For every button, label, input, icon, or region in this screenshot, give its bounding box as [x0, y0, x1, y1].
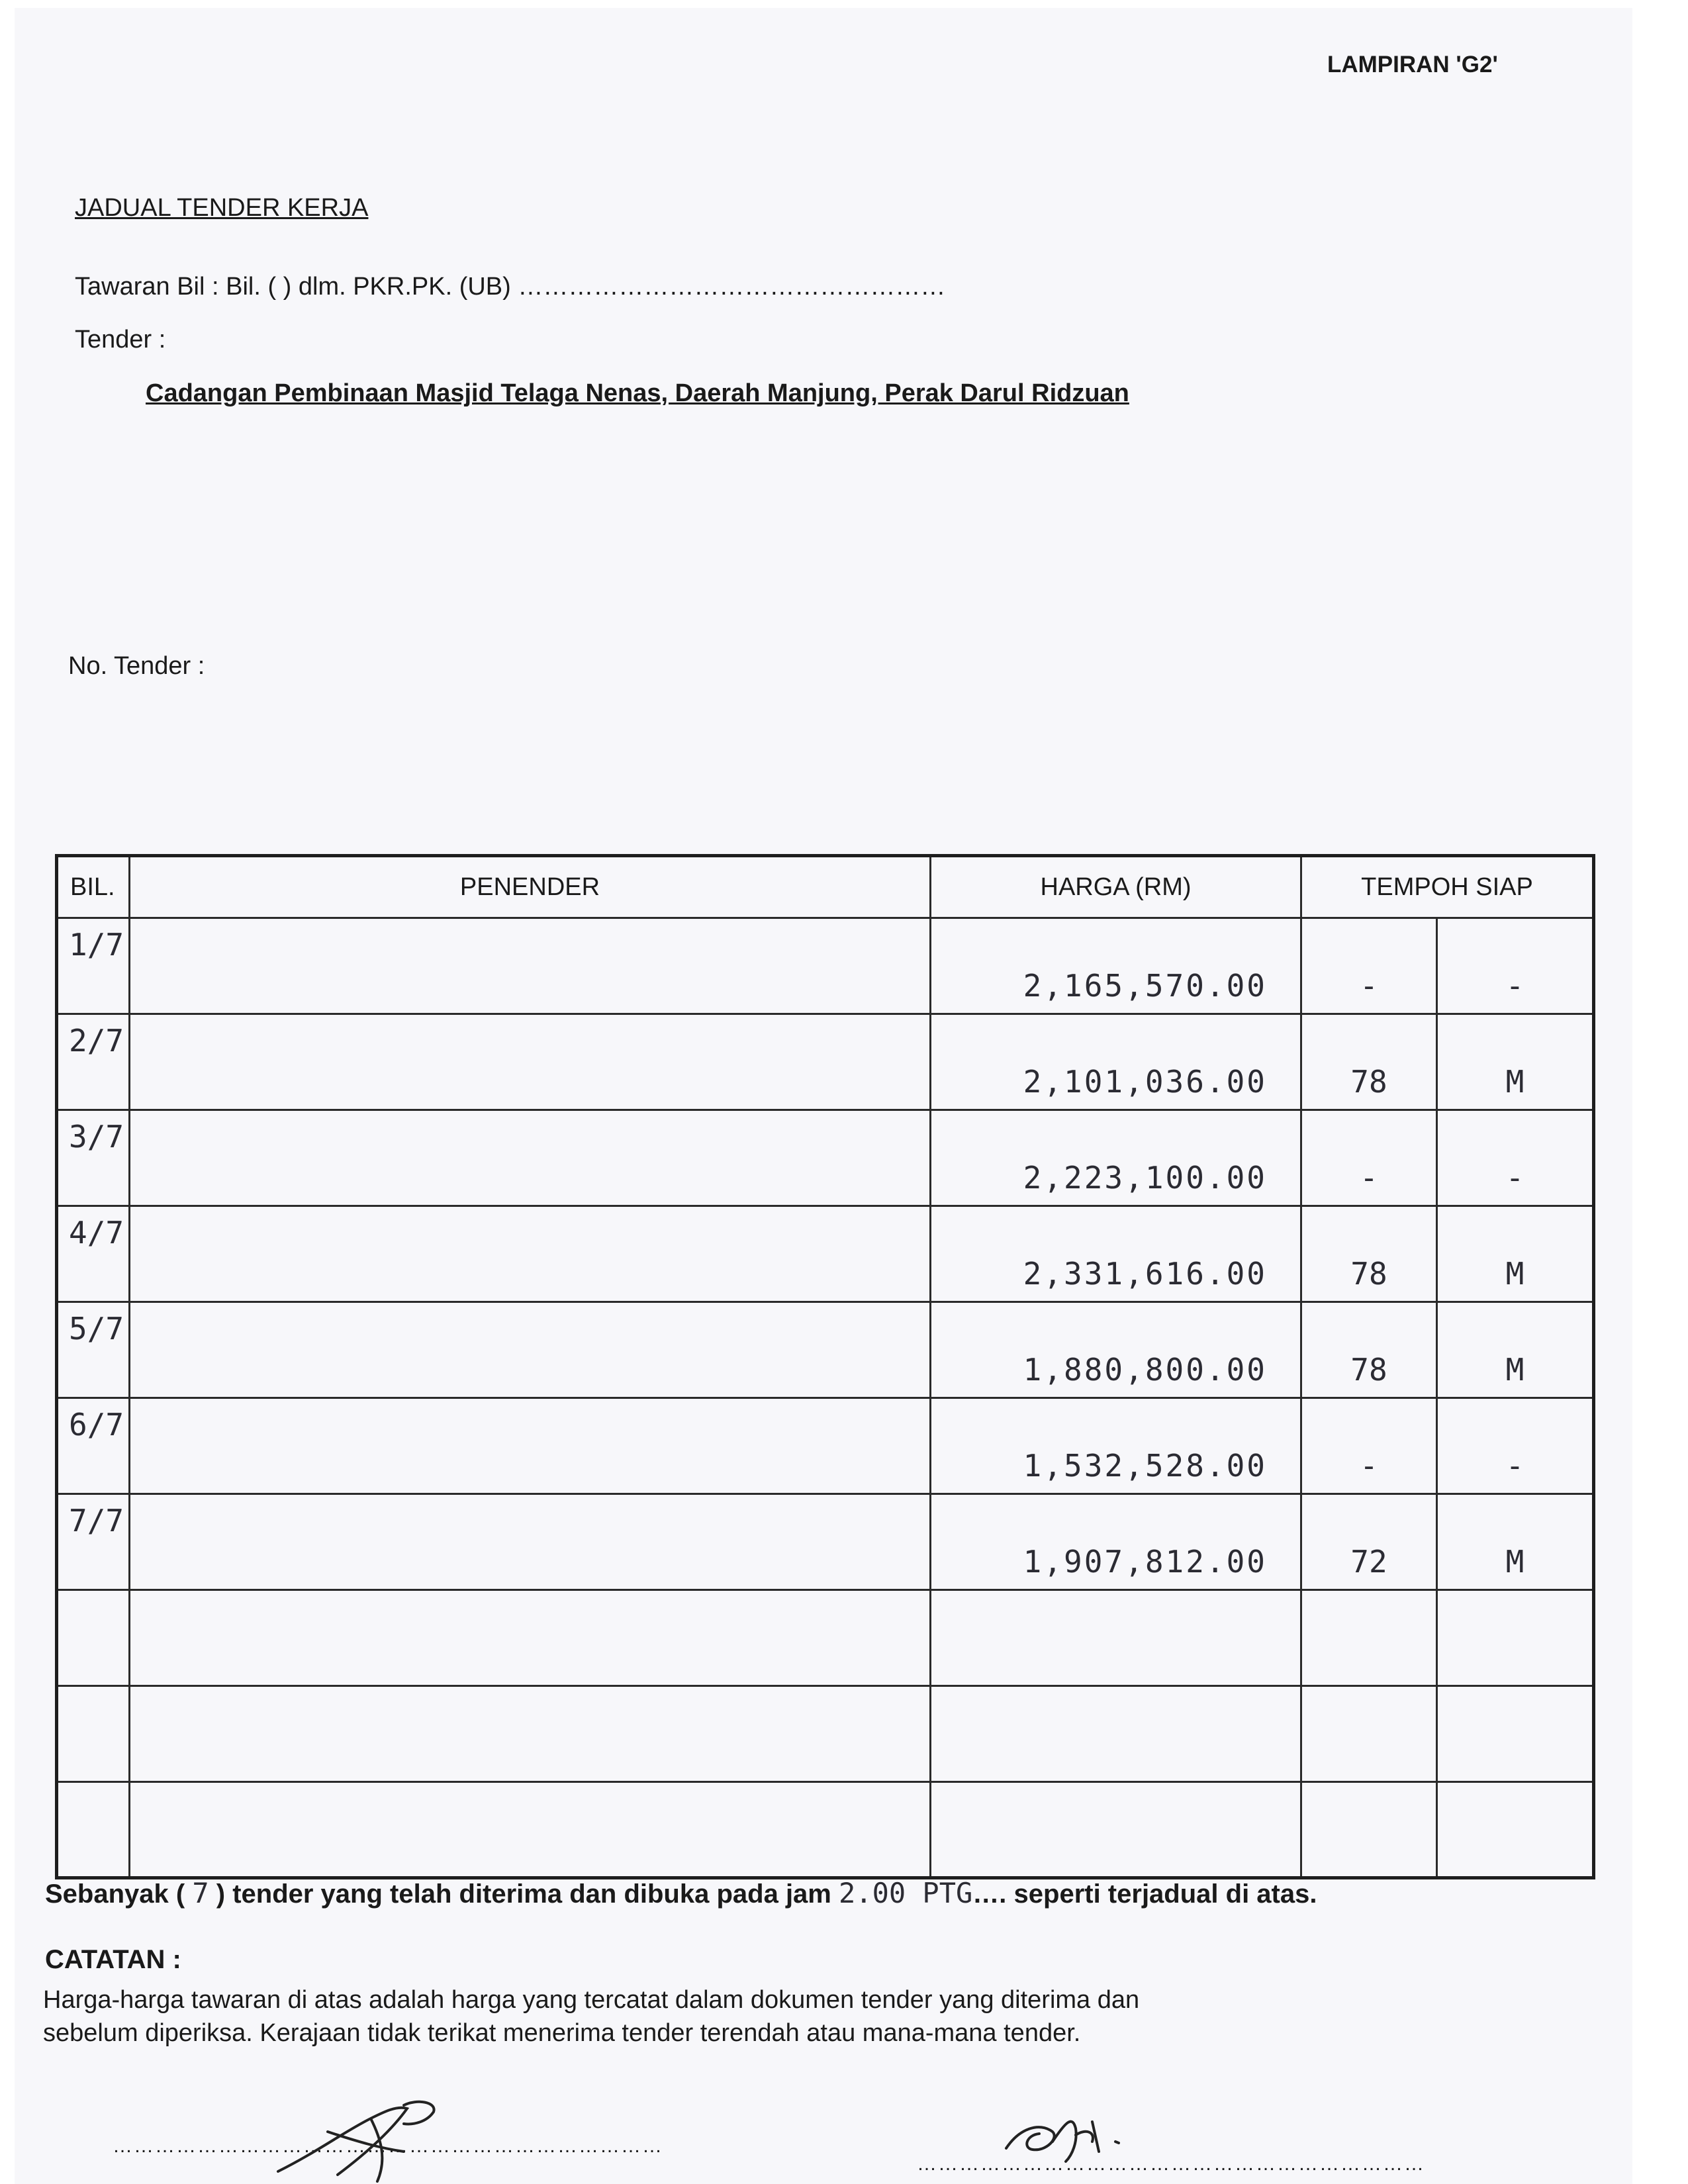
harga-cell: 2,331,616.00: [931, 1206, 1301, 1302]
catatan-heading: CATATAN :: [45, 1945, 181, 1974]
table-row: [57, 1398, 1594, 1494]
signature-line-left: ……………………………………………………………………: [113, 2135, 663, 2157]
summary-time: 2.00 PTG: [839, 1877, 973, 1909]
header-bil: BIL.: [57, 856, 130, 918]
tempoh-cell: 72: [1301, 1494, 1437, 1590]
tempoh-cell: 78: [1301, 1206, 1437, 1302]
harga-cell: 1,880,800.00: [931, 1302, 1301, 1398]
harga-cell: 2,165,570.00: [931, 918, 1301, 1014]
summary-prefix: Sebanyak (: [45, 1879, 185, 1909]
tempoh-cell: [1301, 1686, 1437, 1782]
bil-cell: [57, 1782, 130, 1878]
harga-cell: [931, 1686, 1301, 1782]
document-title: JADUAL TENDER KERJA: [75, 194, 369, 222]
summary-line: [45, 1877, 1317, 1909]
penender-cell: [130, 1590, 931, 1686]
signature-left: [265, 2092, 477, 2184]
tempoh-cell: -: [1301, 1110, 1437, 1206]
table-row: [57, 1206, 1594, 1302]
bil-cell: 3/7: [57, 1110, 130, 1206]
header-penender: PENENDER: [130, 856, 931, 918]
tempoh-cell: [1301, 1590, 1437, 1686]
tender-label: Tender :: [75, 326, 166, 354]
tempoh-unit-cell: M: [1437, 1206, 1594, 1302]
summary-count: 7: [192, 1877, 209, 1909]
bil-cell: 7/7: [57, 1494, 130, 1590]
penender-cell: [130, 1494, 931, 1590]
tempoh-cell: 78: [1301, 1014, 1437, 1110]
project-title: Cadangan Pembinaan Masjid Telaga Nenas, Daerah Manjung, Perak Darul Ridzuan: [146, 379, 1129, 407]
tempoh-unit-cell: [1437, 1590, 1594, 1686]
summary-suffix: …. seperti terjadual di atas.: [972, 1879, 1317, 1909]
table-row: [57, 1782, 1594, 1878]
summary-middle: ) tender yang telah diterima dan dibuka pada jam: [216, 1879, 831, 1909]
catatan-line-1: Harga-harga tawaran di atas adalah harga yang tercatat dalam dokumen tender yang diterima dan: [43, 1986, 1140, 2014]
penender-cell: [130, 1302, 931, 1398]
table-header-row: [57, 856, 1594, 918]
table-row: [57, 1014, 1594, 1110]
no-tender-label: No. Tender :: [68, 652, 205, 680]
penender-cell: [130, 1398, 931, 1494]
tempoh-unit-cell: [1437, 1782, 1594, 1878]
bil-cell: 2/7: [57, 1014, 130, 1110]
table-row: [57, 1590, 1594, 1686]
tender-table: [55, 854, 1595, 1879]
penender-cell: [130, 1686, 931, 1782]
harga-cell: 2,101,036.00: [931, 1014, 1301, 1110]
tempoh-cell: [1301, 1782, 1437, 1878]
signature-right: [993, 2102, 1165, 2168]
header-tempoh-siap: TEMPOH SIAP: [1301, 856, 1594, 918]
bil-cell: 4/7: [57, 1206, 130, 1302]
tempoh-cell: -: [1301, 1398, 1437, 1494]
signature-line-right: ………………………………………………………………: [917, 2153, 1425, 2175]
tawaran-line: Tawaran Bil : Bil. ( ) dlm. PKR.PK. (UB) ……………………………………………: [75, 273, 946, 301]
tempoh-unit-cell: [1437, 1686, 1594, 1782]
tempoh-unit-cell: -: [1437, 918, 1594, 1014]
table-row: [57, 1110, 1594, 1206]
harga-cell: 1,532,528.00: [931, 1398, 1301, 1494]
table-row: [57, 918, 1594, 1014]
tempoh-unit-cell: -: [1437, 1110, 1594, 1206]
table-row: [57, 1686, 1594, 1782]
tempoh-unit-cell: M: [1437, 1302, 1594, 1398]
header-harga: HARGA (RM): [931, 856, 1301, 918]
bil-cell: 1/7: [57, 918, 130, 1014]
penender-cell: [130, 1782, 931, 1878]
table-row: [57, 1302, 1594, 1398]
tempoh-cell: 78: [1301, 1302, 1437, 1398]
bil-cell: 5/7: [57, 1302, 130, 1398]
bil-cell: [57, 1686, 130, 1782]
bil-cell: 6/7: [57, 1398, 130, 1494]
tempoh-cell: -: [1301, 918, 1437, 1014]
harga-cell: [931, 1590, 1301, 1686]
bil-cell: [57, 1590, 130, 1686]
tempoh-unit-cell: -: [1437, 1398, 1594, 1494]
penender-cell: [130, 1206, 931, 1302]
catatan-line-2: sebelum diperiksa. Kerajaan tidak terikat menerima tender terendah atau mana-mana tender.: [43, 2019, 1081, 2047]
tempoh-unit-cell: M: [1437, 1494, 1594, 1590]
penender-cell: [130, 1110, 931, 1206]
penender-cell: [130, 918, 931, 1014]
harga-cell: 1,907,812.00: [931, 1494, 1301, 1590]
penender-cell: [130, 1014, 931, 1110]
lampiran-label: LAMPIRAN 'G2': [1327, 52, 1498, 77]
tempoh-unit-cell: M: [1437, 1014, 1594, 1110]
harga-cell: [931, 1782, 1301, 1878]
table-row: [57, 1494, 1594, 1590]
harga-cell: 2,223,100.00: [931, 1110, 1301, 1206]
